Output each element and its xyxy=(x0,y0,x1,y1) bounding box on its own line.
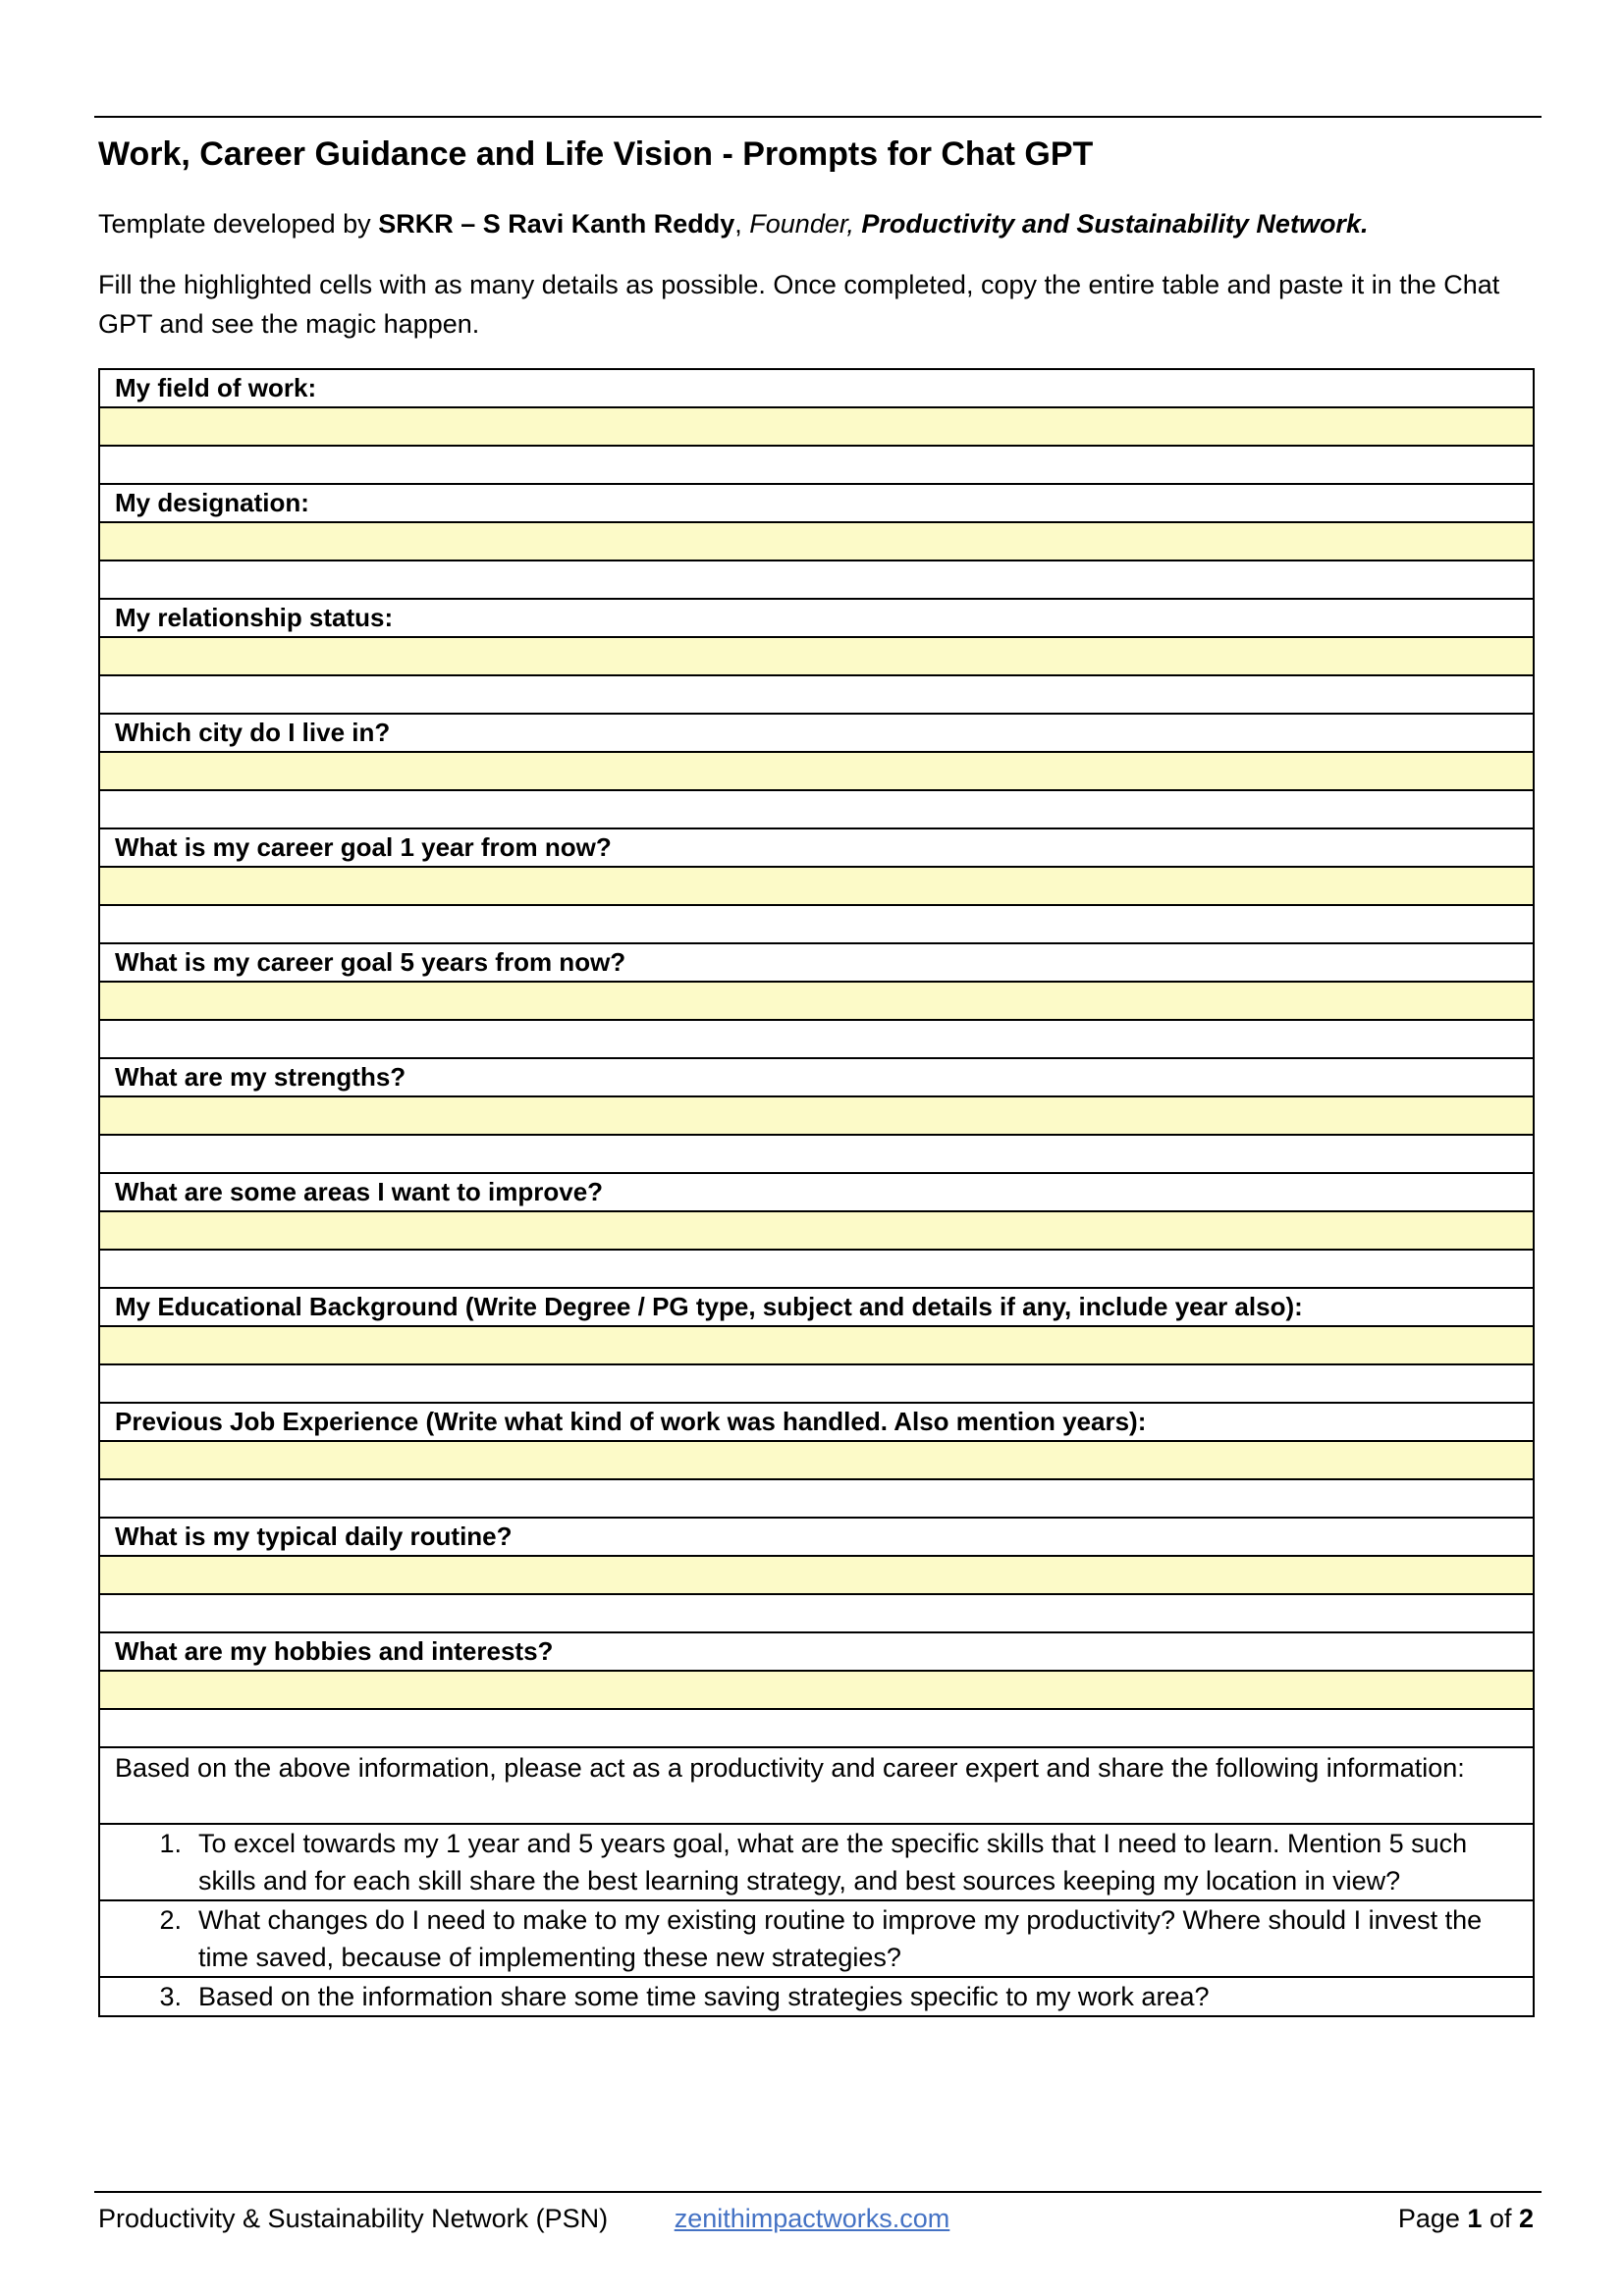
answer-cell-hobbies[interactable] xyxy=(100,1670,1533,1708)
question-label: What are my strengths? xyxy=(100,1057,1533,1095)
answer-cell-designation[interactable] xyxy=(100,521,1533,560)
question-label: What is my career goal 1 year from now? xyxy=(100,828,1533,866)
question-label: What are some areas I want to improve? xyxy=(100,1172,1533,1210)
list-item-number: 2. xyxy=(159,1905,182,1935)
spacer-row xyxy=(100,789,1533,828)
page-current: 1 xyxy=(1467,2204,1483,2233)
question-label: Which city do I live in? xyxy=(100,713,1533,751)
header-rule xyxy=(94,116,1542,118)
spacer-row xyxy=(100,1249,1533,1287)
credit-prefix: Template developed by xyxy=(98,209,379,239)
spacer-row xyxy=(100,1708,1533,1746)
answer-cell-relationship-status[interactable] xyxy=(100,636,1533,674)
spacer-row xyxy=(100,674,1533,713)
question-label: What is my typical daily routine? xyxy=(100,1517,1533,1555)
list-item-text: To excel towards my 1 year and 5 years goal, what are the specific skills that I need to learn. Mention 5 such skills and for each skill share the best learning strategy, and best sources keeping my location in view? xyxy=(198,1829,1468,1896)
footer-website xyxy=(0,2199,1624,2238)
spacer-row xyxy=(100,1478,1533,1517)
question-label: What is my career goal 5 years from now? xyxy=(100,942,1533,981)
answer-cell-daily-routine[interactable] xyxy=(100,1555,1533,1593)
credit-org: Productivity and Sustainability Network. xyxy=(861,209,1369,239)
question-label: My designation: xyxy=(100,483,1533,521)
spacer-row xyxy=(100,445,1533,483)
page-prefix: Page xyxy=(1397,2204,1468,2233)
answer-cell-field-of-work[interactable] xyxy=(100,406,1533,445)
answer-cell-education[interactable] xyxy=(100,1325,1533,1363)
question-label: My Educational Background (Write Degree / PG type, subject and details if any, include year also): xyxy=(100,1287,1533,1325)
credit-author: SRKR – S Ravi Kanth Reddy xyxy=(378,209,735,239)
spacer-row xyxy=(100,1019,1533,1057)
prompt-list-item xyxy=(100,1976,1533,2015)
website-link[interactable]: zenithimpactworks.com xyxy=(674,2204,950,2233)
list-item-text: What changes do I need to make to my existing routine to improve my productivity? Where should I invest the time saved, because of implementing these new strategies? xyxy=(198,1905,1483,1972)
page-number xyxy=(1398,2199,1534,2238)
instructions-text: Fill the highlighted cells with as many details as possible. Once completed, copy the entire table and paste it in the Chat GPT and see the magic happen. xyxy=(98,270,1500,339)
template-credit xyxy=(98,204,1542,243)
list-item-number: 1. xyxy=(159,1829,182,1858)
credit-sep: , xyxy=(734,209,750,239)
spacer-row xyxy=(100,904,1533,942)
prompt-list-item xyxy=(100,1899,1533,1976)
spacer-row xyxy=(100,1363,1533,1402)
prompt-intro: Based on the above information, please act as a productivity and career expert and share the following information: xyxy=(100,1746,1533,1823)
document-title: Work, Career Guidance and Life Vision - Prompts for Chat GPT xyxy=(98,135,1094,173)
page-of: of xyxy=(1482,2204,1519,2233)
spacer-row xyxy=(100,1134,1533,1172)
answer-cell-city[interactable] xyxy=(100,751,1533,789)
spacer-row xyxy=(100,1593,1533,1631)
credit-role: Founder, xyxy=(749,209,862,239)
list-item-text: Based on the information share some time saving strategies specific to my work area? xyxy=(198,1982,1210,2011)
spacer-row xyxy=(100,560,1533,598)
question-label: My field of work: xyxy=(115,373,317,402)
answer-cell-improvement-areas[interactable] xyxy=(100,1210,1533,1249)
question-label: What are my hobbies and interests? xyxy=(100,1631,1533,1670)
answer-cell-goal-1-year[interactable] xyxy=(100,866,1533,904)
question-label: Previous Job Experience (Write what kind of work was handled. Also mention years): xyxy=(100,1402,1533,1440)
page-total: 2 xyxy=(1518,2204,1534,2233)
answer-cell-strengths[interactable] xyxy=(100,1095,1533,1134)
prompt-form-table xyxy=(98,368,1535,2017)
list-item-number: 3. xyxy=(159,1982,182,2011)
footer-organization: Productivity & Sustainability Network (PSN) xyxy=(98,2204,609,2233)
footer-rule xyxy=(94,2191,1542,2193)
answer-cell-job-experience[interactable] xyxy=(100,1440,1533,1478)
question-label: My relationship status: xyxy=(100,598,1533,636)
prompt-list-item xyxy=(100,1823,1533,1899)
answer-cell-goal-5-years[interactable] xyxy=(100,981,1533,1019)
